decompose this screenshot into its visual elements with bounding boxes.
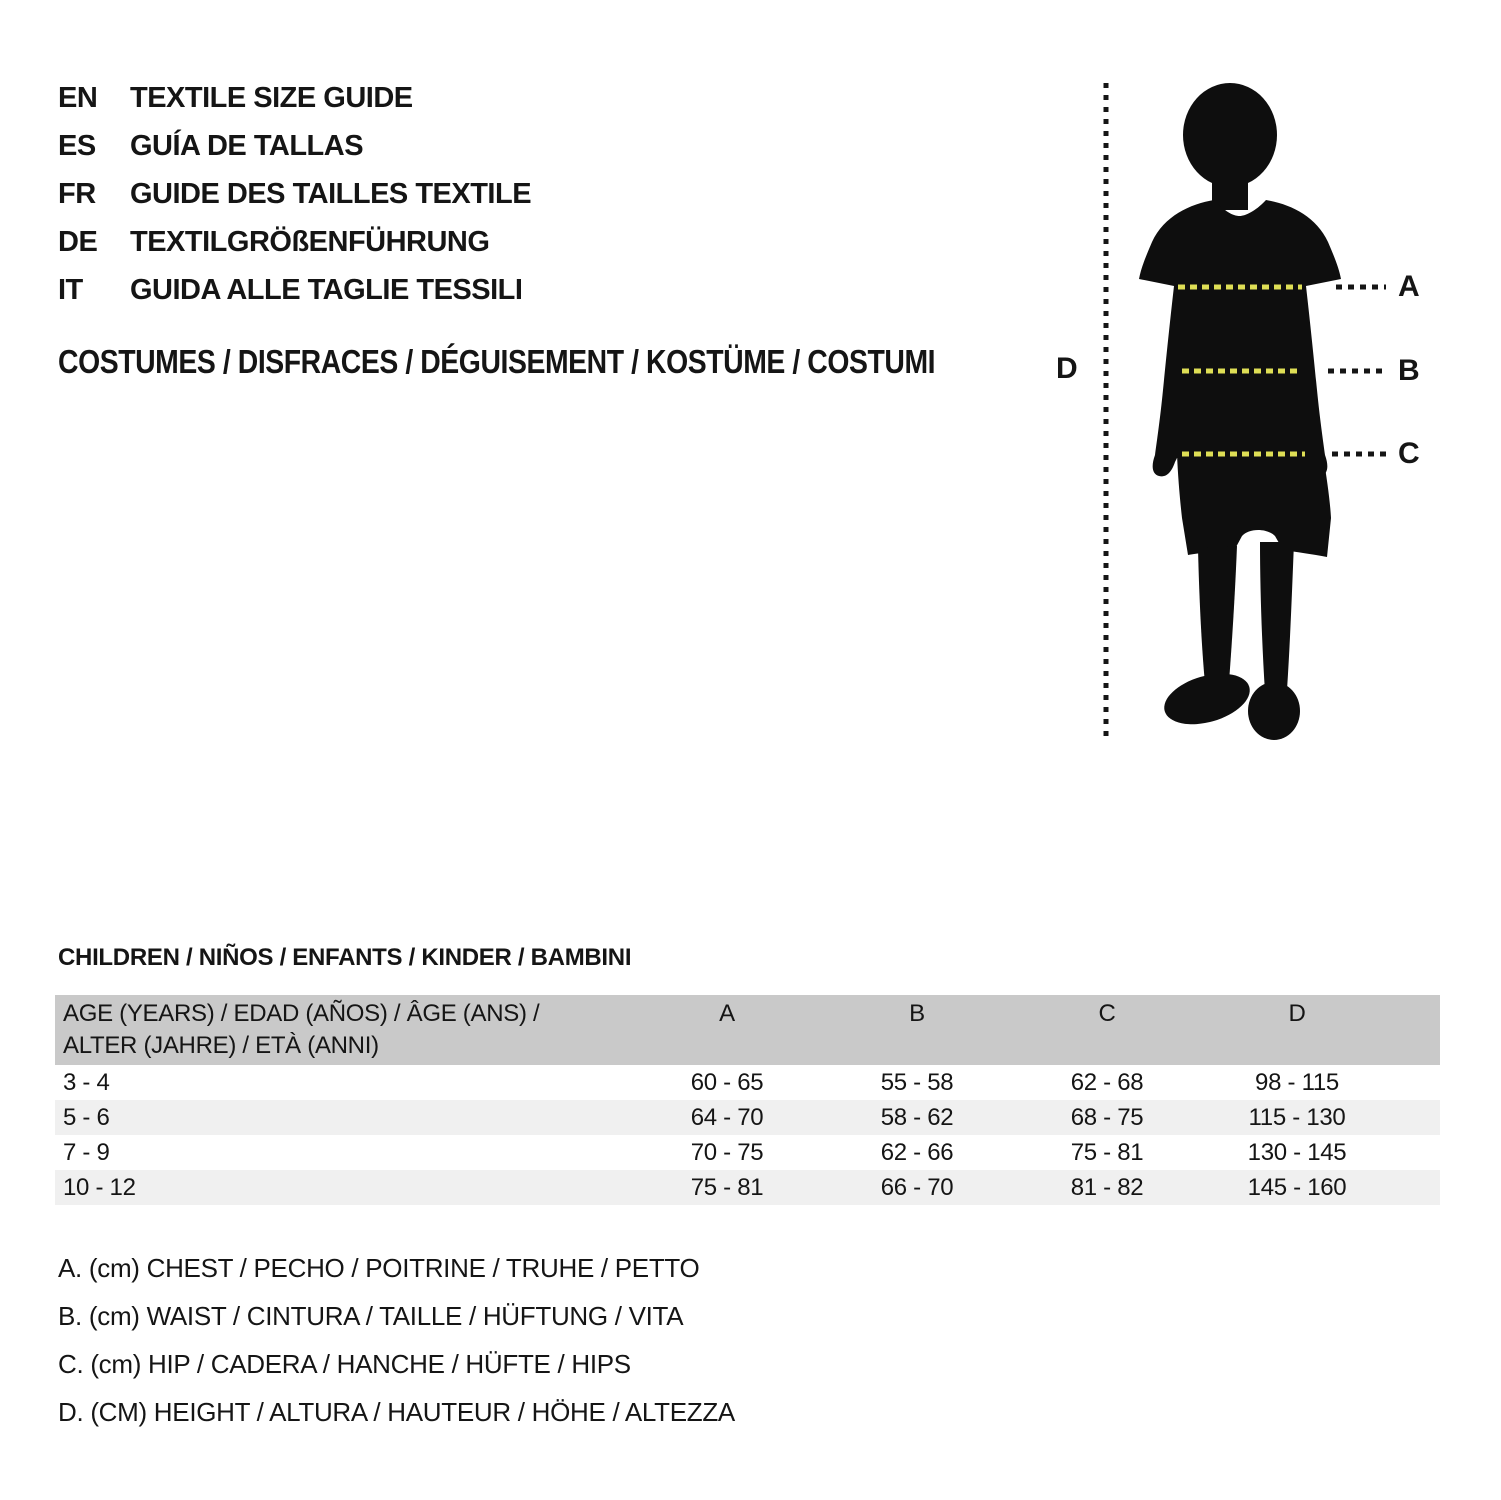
height-cell: 145 - 160 [1202, 1170, 1392, 1205]
lang-code: DE [58, 225, 98, 258]
lang-row-it [58, 266, 531, 314]
column-header-b: B [822, 995, 1012, 1065]
lang-row-fr [58, 170, 531, 218]
waist-cell: 62 - 66 [880, 1138, 954, 1166]
filler-cell [1392, 1135, 1440, 1170]
chest-cell: 60 - 65 [690, 1068, 764, 1096]
column-header-d: D [1202, 995, 1392, 1065]
table-section-title: CHILDREN / NIÑOS / ENFANTS / KINDER / BAMBINI [58, 944, 632, 971]
measure-label-c: C [1398, 437, 1420, 470]
legend-item-waist: B. (cm) WAIST / CINTURA / TAILLE / HÜFTUNG / VITA [58, 1301, 684, 1331]
child-silhouette [1139, 83, 1341, 740]
lang-row-de [58, 218, 531, 266]
column-header-c: C [1012, 995, 1202, 1065]
lang-code: EN [58, 81, 98, 114]
legend-item-hip: C. (cm) HIP / CADERA / HANCHE / HÜFTE / HIPS [58, 1349, 631, 1379]
age-column-header [55, 995, 632, 1065]
age-cell: 5 - 6 [55, 1100, 632, 1135]
child-silhouette-figure [1040, 70, 1460, 760]
filler-cell [1392, 1100, 1440, 1135]
legend-item-height: D. (CM) HEIGHT / ALTURA / HAUTEUR / HÖHE / ALTEZZA [58, 1397, 735, 1427]
waist-cell: 55 - 58 [880, 1068, 954, 1096]
lang-label: TEXTILE SIZE GUIDE [130, 81, 413, 114]
height-cell: 130 - 145 [1247, 1138, 1347, 1166]
lang-label: GUIDE DES TAILLES TEXTILE [130, 177, 532, 210]
hip-cell: 81 - 82 [1012, 1170, 1202, 1205]
hip-cell: 75 - 81 [1070, 1138, 1144, 1166]
column-header-a: A [632, 995, 822, 1065]
hip-cell: 62 - 68 [1070, 1068, 1144, 1096]
measure-label-a: A [1398, 270, 1420, 303]
legend-item-chest: A. (cm) CHEST / PECHO / POITRINE / TRUHE / PETTO [58, 1253, 700, 1283]
table-row [55, 1135, 1440, 1170]
hip-cell: 68 - 75 [1012, 1100, 1202, 1135]
lang-code: IT [58, 273, 83, 306]
measure-label-b: B [1398, 354, 1420, 387]
lang-code: FR [58, 177, 96, 210]
age-cell: 7 - 9 [63, 1138, 110, 1166]
age-cell: 10 - 12 [55, 1170, 632, 1205]
category-title: COSTUMES / DISFRACES / DÉGUISEMENT / KOSTÜME / COSTUMI [58, 343, 936, 380]
age-header-line2: ALTER (JAHRE) / ETÀ (ANNI) [63, 1032, 379, 1059]
filler-cell [1392, 1170, 1440, 1205]
chest-cell: 70 - 75 [690, 1138, 764, 1166]
height-cell: 98 - 115 [1255, 1068, 1339, 1096]
age-cell: 3 - 4 [63, 1068, 110, 1096]
lang-code: ES [58, 129, 96, 162]
lang-label: GUIDA ALLE TAGLIE TESSILI [130, 273, 523, 306]
chest-cell: 75 - 81 [632, 1170, 822, 1205]
filler-cell [1392, 1065, 1440, 1100]
lang-row-en [58, 74, 531, 122]
measurement-diagram [1040, 70, 1500, 760]
waist-cell: 66 - 70 [822, 1170, 1012, 1205]
height-cell: 115 - 130 [1202, 1100, 1392, 1135]
size-table [55, 995, 1440, 1205]
table-header-row [55, 995, 1440, 1065]
measurement-legend [58, 1244, 735, 1436]
column-header-filler [1392, 995, 1440, 1065]
waist-cell: 58 - 62 [822, 1100, 1012, 1135]
language-guide-list [58, 74, 531, 314]
lang-label: TEXTILGRÖßENFÜHRUNG [130, 225, 490, 258]
lang-row-es [58, 122, 531, 170]
lang-label: GUÍA DE TALLAS [130, 129, 364, 162]
chest-cell: 64 - 70 [632, 1100, 822, 1135]
age-header-line1: AGE (YEARS) / EDAD (AÑOS) / ÂGE (ANS) / [63, 1000, 540, 1027]
table-row [55, 1065, 1440, 1100]
measure-label-d: D [1056, 352, 1078, 385]
table-row [55, 1170, 1440, 1205]
table-row [55, 1100, 1440, 1135]
